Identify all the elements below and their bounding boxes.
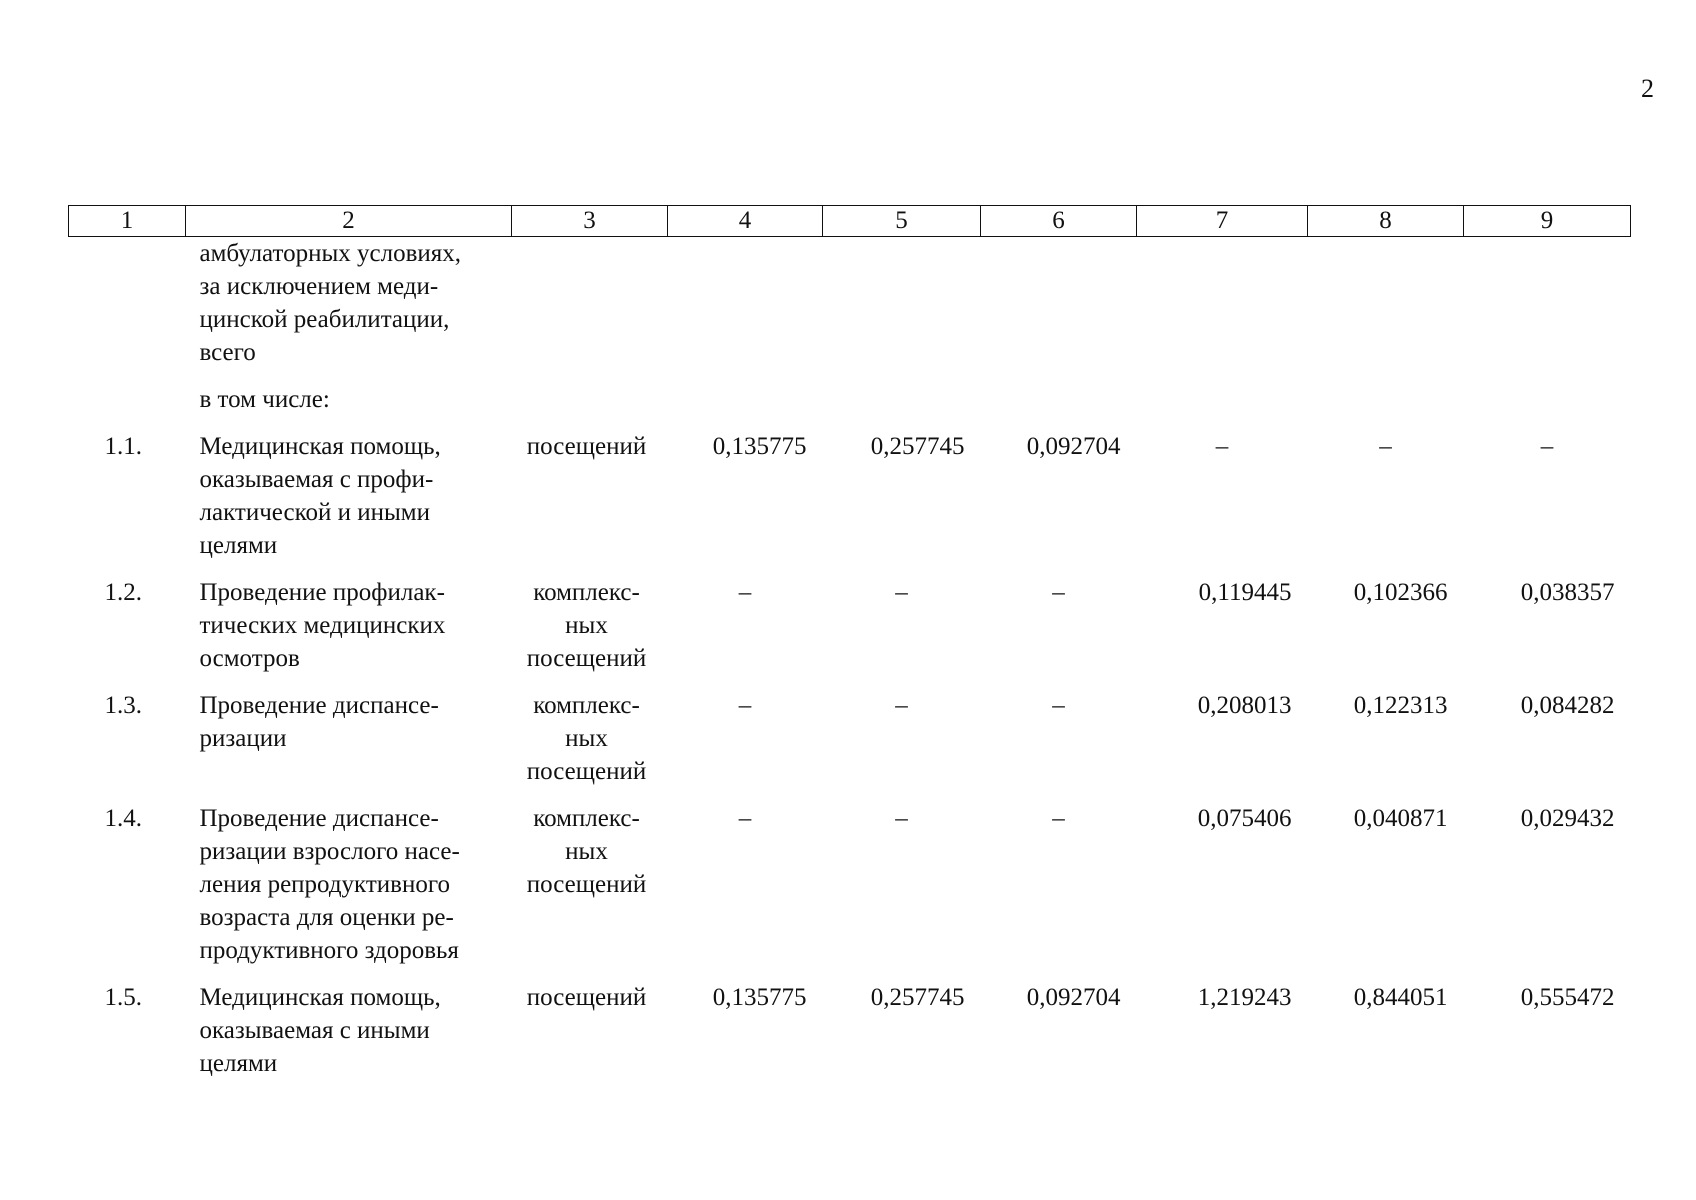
header-col-3: 3 — [512, 206, 668, 237]
unit-line: ных — [565, 725, 608, 752]
name-line: тических медицинских — [199, 612, 446, 639]
value-col-6: – — [1052, 692, 1065, 719]
table-header — [69, 206, 1631, 237]
row-name — [186, 416, 512, 562]
value-col-7: 0,119445 — [1198, 579, 1292, 606]
row-name — [186, 562, 512, 675]
name-line: ризации — [199, 725, 287, 752]
name-line: возраста для оценки ре- — [199, 904, 454, 931]
value-col-5: 0,257745 — [870, 433, 965, 460]
value-col-4: 0,135775 — [712, 433, 807, 460]
unit-line: посещений — [526, 758, 647, 785]
row-unit — [512, 562, 668, 675]
name-line: продуктивного здоровья — [199, 937, 459, 964]
unit-line: ных — [565, 612, 608, 639]
name-line: Проведение диспансе- — [199, 692, 439, 719]
row-number: 1.3. — [104, 692, 142, 719]
table-row — [69, 675, 1631, 788]
name-line: Медицинская помощь, — [199, 984, 441, 1011]
name-line: целями — [199, 532, 278, 559]
row-unit — [512, 416, 668, 562]
name-line: осмотров — [199, 645, 300, 672]
row-unit — [512, 967, 668, 1080]
value-col-5: – — [895, 805, 908, 832]
value-col-9: 0,084282 — [1520, 692, 1615, 719]
header-col-6: 6 — [981, 206, 1137, 237]
row-number: 1.1. — [104, 433, 142, 460]
unit-line: посещений — [526, 984, 647, 1011]
row-name — [186, 675, 512, 788]
name-line: Проведение диспансе- — [199, 805, 439, 832]
row-name — [186, 967, 512, 1080]
header-col-7: 7 — [1137, 206, 1308, 237]
row-number: 1.2. — [104, 579, 142, 606]
value-col-6: 0,092704 — [1026, 984, 1121, 1011]
table-row — [69, 562, 1631, 675]
unit-line: посещений — [526, 645, 647, 672]
header-col-1: 1 — [69, 206, 186, 237]
table-row — [69, 967, 1631, 1080]
value-col-4: – — [738, 579, 752, 606]
name-line: ризации взрослого насе- — [199, 838, 460, 865]
value-col-6: – — [1052, 579, 1065, 606]
value-col-5: – — [895, 692, 908, 719]
header-col-4: 4 — [668, 206, 823, 237]
value-col-6: 0,092704 — [1026, 433, 1121, 460]
value-col-8: 0,122313 — [1353, 692, 1448, 719]
value-col-4: – — [738, 805, 752, 832]
row-number: 1.4. — [104, 805, 142, 832]
subheading-row — [69, 369, 1631, 416]
name-line: цинской реабилитации, — [199, 306, 450, 333]
page-number: 2 — [1641, 74, 1654, 103]
value-col-5: 0,257745 — [870, 984, 965, 1011]
name-line: ления репродуктивного — [199, 871, 450, 898]
value-col-9: – — [1540, 433, 1554, 460]
value-col-7: – — [1215, 433, 1229, 460]
unit-line: комплекс- — [533, 805, 640, 832]
value-col-5: – — [895, 579, 908, 606]
unit-line: посещений — [526, 871, 647, 898]
row-unit — [512, 788, 668, 967]
table-row — [69, 788, 1631, 967]
value-col-6: – — [1052, 805, 1065, 832]
row-name — [186, 788, 512, 967]
row-number: 1.5. — [104, 984, 142, 1011]
name-line: амбулаторных условиях, — [199, 240, 462, 267]
value-col-7: 0,075406 — [1197, 805, 1292, 832]
unit-line: ных — [565, 838, 608, 865]
name-line: Медицинская помощь, — [199, 433, 441, 460]
value-col-9: 0,038357 — [1520, 579, 1615, 606]
name-line: Проведение профилак- — [199, 579, 445, 606]
name-line: оказываемая с иными — [199, 1017, 430, 1044]
value-col-8: 0,102366 — [1353, 579, 1448, 606]
value-col-8: – — [1379, 433, 1392, 460]
name-line: всего — [199, 339, 256, 366]
table-row — [69, 416, 1631, 562]
header-col-5: 5 — [823, 206, 981, 237]
value-col-4: – — [738, 692, 752, 719]
name-line: оказываемая с профи- — [199, 466, 434, 493]
header-col-2: 2 — [186, 206, 512, 237]
value-col-9: 0,555472 — [1520, 984, 1615, 1011]
continuation-name — [186, 237, 512, 370]
unit-line: комплекс- — [533, 692, 640, 719]
value-col-8: 0,040871 — [1353, 805, 1448, 832]
unit-line: комплекс- — [533, 579, 640, 606]
unit-line: посещений — [526, 433, 647, 460]
subheading: в том числе: — [199, 386, 330, 413]
continuation-row — [69, 237, 1631, 370]
header-col-9: 9 — [1464, 206, 1631, 237]
value-col-7: 1,219243 — [1197, 984, 1292, 1011]
value-col-8: 0,844051 — [1353, 984, 1448, 1011]
header-col-8: 8 — [1308, 206, 1464, 237]
name-line: целями — [199, 1050, 278, 1077]
name-line: лактической и иными — [199, 499, 430, 526]
row-unit — [512, 675, 668, 788]
data-table — [68, 205, 1631, 1080]
value-col-9: 0,029432 — [1520, 805, 1615, 832]
value-col-4: 0,135775 — [712, 984, 807, 1011]
name-line: за исключением меди- — [199, 273, 439, 300]
value-col-7: 0,208013 — [1197, 692, 1292, 719]
